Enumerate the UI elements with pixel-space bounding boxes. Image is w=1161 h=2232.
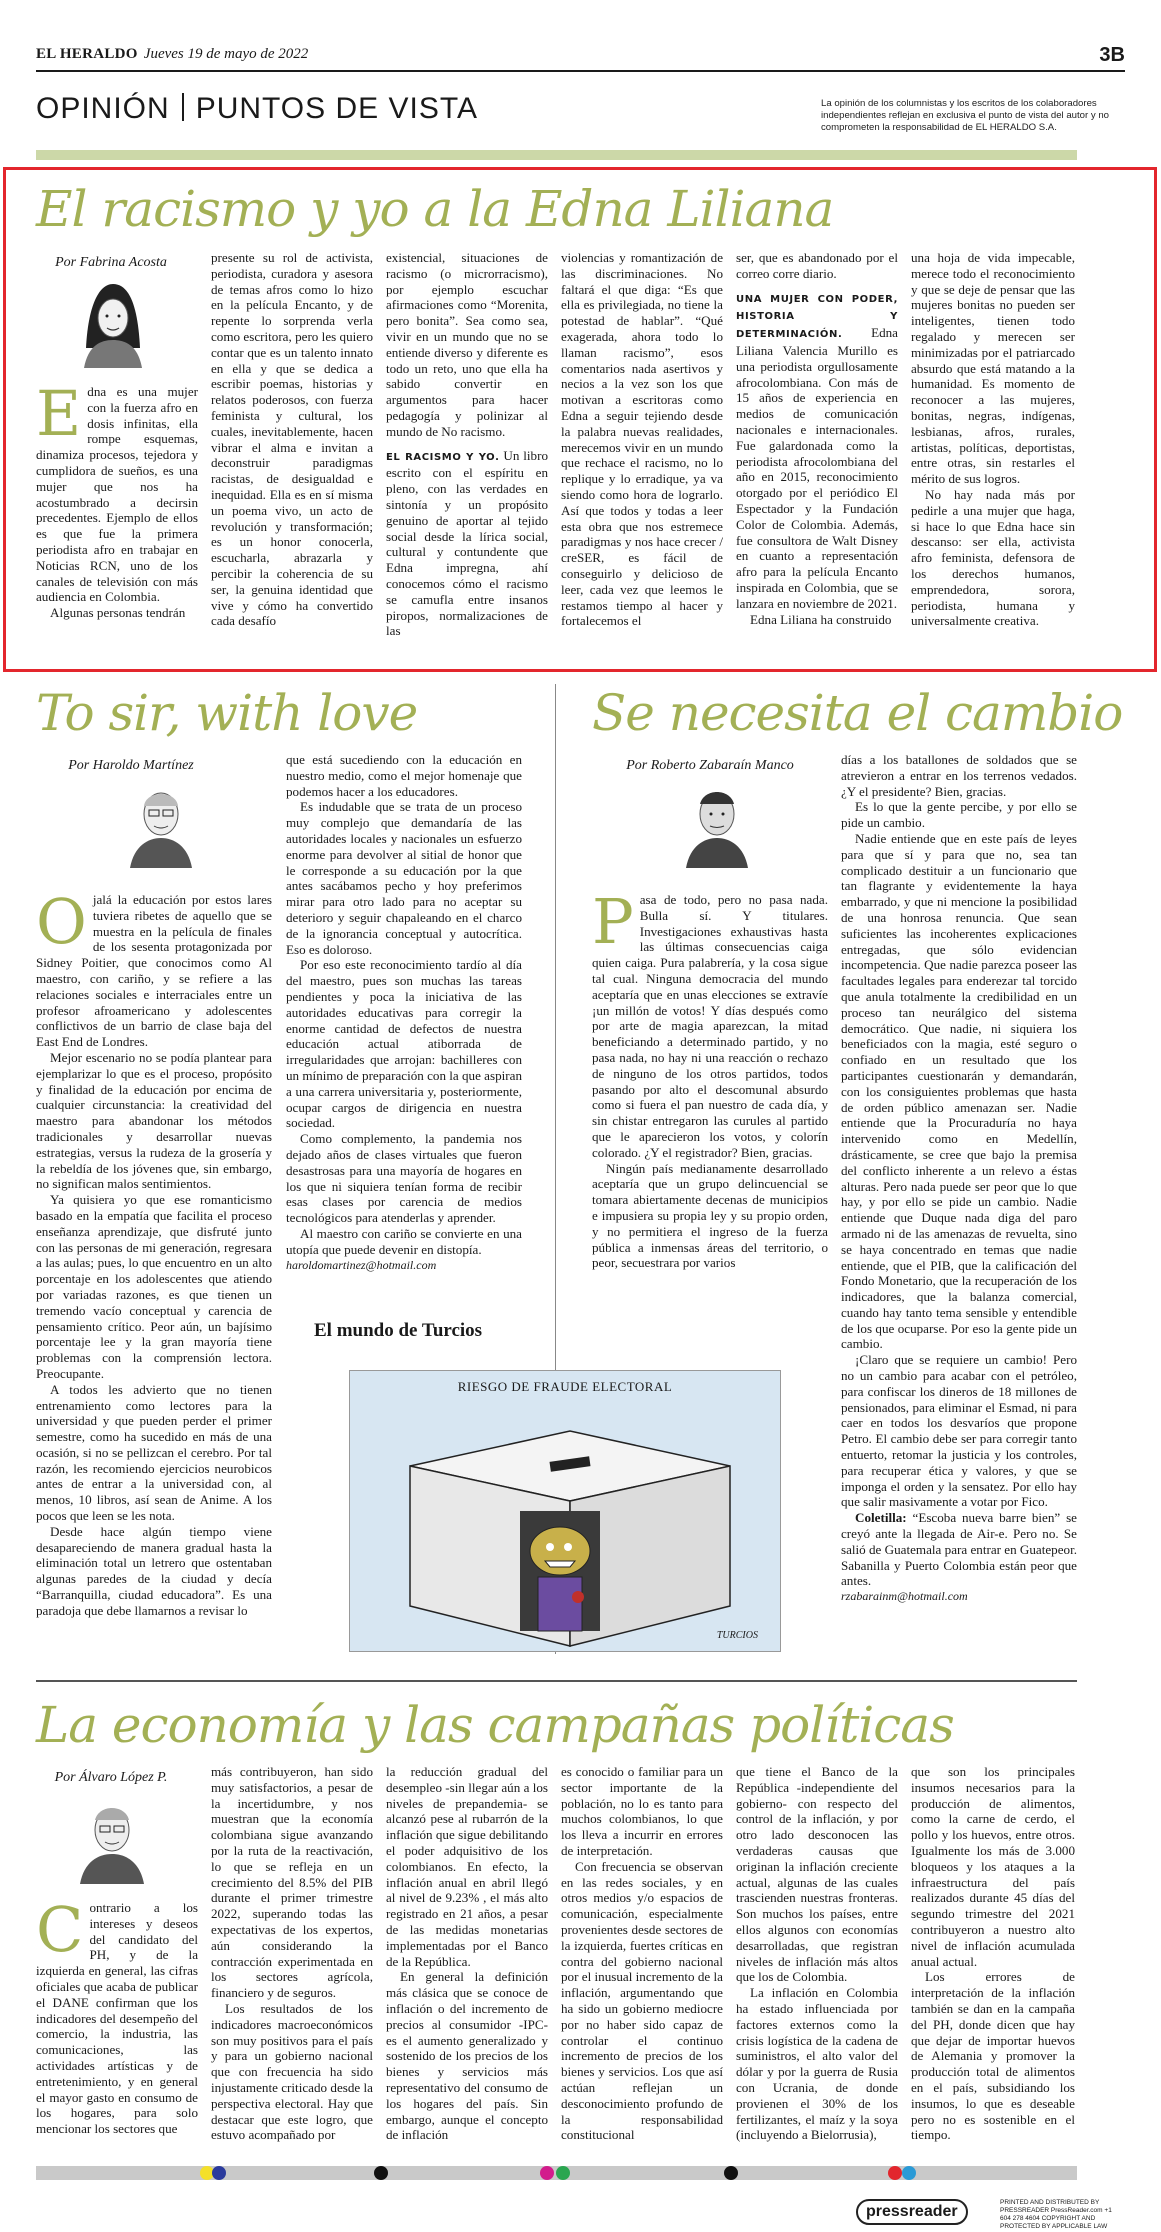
racismo-text-6: una hoja de vida impecable, merece todo el reconocimiento y que se deje de pensar que las mujeres bonitas no pueden ser inteligentes, tienen todo regalado y merecen ser minimizadas por el patriarcado absurdo que está matando a la humanidad. Es momento de reconocer a las mujeres, bonitas, negras, indígenas, lesbianas, afros, rurales, artistas, políticas, deportistas, entre otras, sin restarles el mérito de sus logros. bbox=[911, 250, 1075, 487]
economia-text-4: es conocido o familiar para un sector importante de la población, no lo es tanto para muchos colombianos, lo que los lleva a incurrir en errores de interpretación. bbox=[561, 1764, 723, 1858]
to-sir-text-1b: Mejor escenario no se podía plantear para ejemplarizar lo que es el proceso, propósito y finalidad de la educación por encima de cualquier circunstancia: la creatividad del maestro para abandonar los métodos tradicionales y desarrollar nuevas estrategias, versus la rudeza de la grosería y la rebeldía de los jóvenes que, sin embargo, no significan malos sentimientos. bbox=[36, 1049, 272, 1192]
portrait-fabrina-acosta bbox=[78, 278, 148, 368]
pressreader-logo[interactable]: pressreader bbox=[856, 2199, 968, 2225]
cambio-column-2 bbox=[841, 752, 1077, 1652]
to-sir-text-1: jalá la educación por estos lares tuviera ribetes de aquello que se muestra en la película de finales de los sesenta protagonizada por Sidney Poitier, que conocimos como Al maestro, con cariño, y se refiere a las relaciones sociales e interraciales entre un profesor afroamericano y adolescentes conflictivos de un barrio de clase baja del East End de Londres. bbox=[36, 892, 272, 1050]
to-sir-email[interactable]: haroldomartinez@hotmail.com bbox=[286, 1257, 437, 1272]
registration-dot-magenta bbox=[540, 2166, 554, 2180]
cambio-column-1 bbox=[592, 892, 828, 1312]
economia-column-3 bbox=[386, 1764, 548, 2160]
racismo-column-5 bbox=[736, 250, 898, 640]
byline-to-sir: Por Haroldo Martínez bbox=[68, 758, 194, 773]
economia-text-2b: Los resultados de los indicadores macroeconómicos son muy positivos para el país y para un gobierno nacional que con frecuencia ha sido injustamente criticado desde la perspectiva electoral. Hay que destacar que este logro, que estuvo acompañado por bbox=[211, 2000, 373, 2143]
cartoon-label: RIESGO DE FRAUDE ELECTORAL bbox=[457, 1379, 673, 1394]
racismo-subhead-2: UNA MUJER CON PODER, HISTORIA Y DETERMINACIÓN. bbox=[736, 293, 898, 341]
racismo-text-5c: Edna Liliana ha construido bbox=[750, 611, 892, 627]
racismo-text-5b: Edna Liliana Valencia Murillo es una periodista orgullosamente afrocolombiana. Con más de 15 años de experiencia en medios de comunicación nacionales e internacionales. Fue galardonada como la periodista afrocolombiana del año en 2015, reconocimiento otorgado por el periódico El Espectador y la Fundación Color de Colombia. Además, fue consultora de Walt Disney en cuanto a representación afro para la película Encanto inspirada en Colombia, que se lanzara en noviembre de 2021. bbox=[736, 325, 898, 611]
cartoon-section-title: El mundo de Turcios bbox=[314, 1320, 483, 1341]
headline-economia: La economía y las campañas políticas bbox=[36, 1696, 954, 1754]
racismo-text-3: existencial, situaciones de racismo (o microrracismo), por ejemplo escuchar afirmaciones como “Morenita, pero bonita”. Sea como sea, vivir en un mundo que no se entiende diverso y diferente es todo un reto, uno que ella ha sabido convertir en argumentos para hacer pedagogía y polinizar al mundo de No racismo. bbox=[386, 250, 548, 439]
economia-text-3: la reducción gradual del desempleo -sin llegar aún a los niveles de prepandemia- se alcanzó pese al rubarrón de la inflación que sigue debilitando el poder adquisitivo de los colombianos. En efecto, la inflación anual en abril llegó al nivel de 9.23% , el más alto registrado en 21 años, a pesar de las medidas monetarias implementadas por el Banco de la República. bbox=[386, 1764, 548, 1969]
cartoon-panel bbox=[349, 1370, 781, 1652]
racismo-text-1: dna es una mujer con la fuerza afro en dosis infinitas, ella rompe esquemas, dinamiza procesos, tejedora y cumplidora de sueños, es una mujer que nos ha acostumbrado a decirsin precedentes. Ejemplo de ellos es que fue la primera periodista afro en trabajar en Noticias RCN, uno de los canales de televisión con más audiencia en Colombia. bbox=[36, 384, 198, 605]
byline-cambio: Por Roberto Zabaraín Manco bbox=[626, 758, 794, 773]
section-title bbox=[36, 92, 478, 126]
portrait-haroldo-martinez bbox=[126, 776, 196, 868]
byline-racismo: Por Fabrina Acosta bbox=[55, 255, 167, 270]
cambio-text-2e: “Escoba nueva barre bien” se creyó ante la llegada de Air-e. Pero no. Se salió de Guatemala para entrar en Guatepeor. Sabanilla y Puerto Colombia están peor que antes. bbox=[841, 1510, 1077, 1589]
portrait-alvaro-lopez bbox=[76, 1792, 148, 1884]
racismo-column-4 bbox=[561, 250, 723, 640]
to-sir-column-2 bbox=[286, 752, 522, 1292]
registration-dot-cyan bbox=[902, 2166, 916, 2180]
economia-text-5b: La inflación en Colombia ha estado influenciada por factores externos como la crisis logística de la cadena de suministros, el alto valor del dólar y por la guerra de Rusia con Ucrania, de donde provienen el 30% de los fertilizantes, el maíz y la soya (incluyendo a Bielorrusia), bbox=[736, 1985, 898, 2143]
registration-dot-blue bbox=[212, 2166, 226, 2180]
economia-column-2 bbox=[211, 1764, 373, 2160]
dropcap-racismo: E bbox=[36, 384, 82, 450]
racismo-column-1 bbox=[36, 384, 198, 634]
economia-column-4 bbox=[561, 1764, 723, 2160]
portrait-roberto-zabarain bbox=[682, 776, 752, 868]
to-sir-text-1c: Ya quisiera yo que ese romanticismo basado en la empatía que facilita el proceso enseñanza aprendizaje, que disfruté junto con las personas de mi generación, regresara a las aulas; pues, lo que encuentro en un alto porcentaje en los adolescentes que atiendo por variadas razones, es que tienen un tremendo vacío conceptual y carencia de pensamiento crítico. Peor aún, un bajísimo porcentaje lee y la gran mayoría tiene problemas con la comprensión lectora. Preocupante. bbox=[36, 1192, 272, 1381]
racismo-text-1b: Algunas personas tendrán bbox=[50, 605, 186, 621]
dropcap-cambio: P bbox=[592, 892, 634, 958]
ballot-box-illustration bbox=[350, 1371, 781, 1652]
newspaper-name: EL HERALDO bbox=[36, 46, 138, 62]
page-number: 3B bbox=[1099, 44, 1125, 66]
to-sir-text-2b: Es indudable que se trata de un proceso muy complejo que demandaría de las autoridades locales y nacionales un esfuerzo enorme para devolver al sitial de honor que le corresponde a su educación por la que antes sacábamos pecho y hoy preferimos mirar para otro lado para no aceptar su deterioro y seguir chapaleando en el charco de la ignorancia conceptual y autocrítica. Eso es doloroso. bbox=[286, 799, 522, 957]
racismo-text-4: violencias y romantización de las discriminaciones. No faltará el que diga: “Es que ella es privilegiada, no tiene la potestad de hablar”. “Qué exagerada, ahora todo lo llaman racismo”, esos comentarios nada asertivos y necios a la vez son los que motivan a escritoras como Edna a seguir tejiendo desde la palabra nuevas realidades, merecemos vivir en un mundo que rechace el racismo, no lo replique y lo erradique, ya va siendo como hora de lograrlo. Así que todos y todas a leer esta obra que nos estremece paradigmas y nos hace crecer / creSER, es fácil de conseguirlo y delicioso de leer, cada vez que leemos le restamos tiempo al hacer y fortalecemos el bbox=[561, 250, 723, 629]
section-right: PUNTOS DE VISTA bbox=[195, 92, 478, 125]
disclaimer: La opinión de los columnistas y los escritos de los colaboradores independientes reflejan en exclusiva el punto de vista del autor y no comprometen la responsabilidad de EL HERALDO S.A. bbox=[821, 98, 1110, 133]
economia-text-3b: En general la definición más clásica que se conoce de inflación o del incremento de precios al consumidor -IPC- es el aumento generalizado y sostenido de los precios de los bienes y servicios más representativo del consumo de los hogares del país. Sin embargo, aunque el concepto de inflación bbox=[386, 1969, 548, 2143]
section-left: OPINIÓN bbox=[36, 92, 170, 125]
racismo-column-3 bbox=[386, 250, 548, 640]
cambio-text-1b: Ningún país medianamente desarrollado aceptaría que un grupo delincuencial se tomara abiertamente decenas de municipios e impusiera su propia ley y su propio orden, y no permitiera el ingreso de la fuerza pública a inmensas áreas del territorio, o peor, secuestrara por varios bbox=[592, 1160, 828, 1271]
header-rule bbox=[36, 70, 1125, 72]
economia-text-5: que tiene el Banco de la República -independiente del gobierno- con respecto del control de la inflación, y por otro lado desconocen las verdaderas causas que originan la inflación creciente actual, algunas de las cuales trascienden nuestras fronteras. Son muchos los países, entre ellos algunos con economías desarrolladas, que registran niveles de inflación más altos que los de Colombia. bbox=[736, 1764, 898, 1985]
to-sir-text-1e: Desde hace algún tiempo viene desapareciendo de manera gradual hasta la eliminación total un letrero que ostentaban algunas paredes de la ciudad y decía “Barranquilla, ciudad educadora”. Es una paradoja que debe llamarnos a revisar lo bbox=[36, 1523, 272, 1618]
racismo-column-2 bbox=[211, 250, 373, 640]
racismo-text-2: presente su rol de activista, periodista, curadora y asesora de temas afros como lo hizo en la película Encanto, y de repente lo sorprenda verla como escritora, pero les quiero contar que es un talento innato en ella y que se dedica a escribir poemas, historias y relatos poderosos, con fuerza feminista y cultural, los cuales, inevitablemente, hacen vibrar el alma e invitan a deconstruir paradigmas racistas, de desigualdad e inequidad. Ella es en sí misma un poema vivo, un acto de revolución y transformación; es un honor conocerla, escucharla, abrazarla y percibir la coherencia de su ser, la genuina identidad que vive y cómo ha convertido cada desafío bbox=[211, 250, 373, 629]
section-divider bbox=[182, 93, 184, 121]
racismo-subhead-1: EL RACISMO Y YO. bbox=[386, 451, 500, 463]
economia-text-4b: Con frecuencia se observan en las redes sociales, y en otros medios y/o espacios de comunicación, especialmente provenientes desde sectores de la izquierda, fuertes críticas en contra del gobierno nacional por el inusual incremento de la inflación, argumentando que ha sido un gobierno mediocre por no haber sido capaz de controlar el continuo incremento de precios de los bienes y servicios. Los que así actúan reflejan un desconocimiento profundo de la responsabilidad constitucional bbox=[561, 1858, 723, 2143]
economia-text-2: más contribuyeron, han sido muy satisfactorios, a pesar de la incertidumbre, y nos muestran que la economía colombiana sigue avanzando por la ruta de la reactivación, lo que se refleja en un crecimiento del 8.5% del PIB durante el primer trimestre 2022, superando todas las expectativas de los expertos, aún considerando la contracción experimentada en los sectores agrícola, financiero y de seguros. bbox=[211, 1764, 373, 2001]
registration-dot-red bbox=[888, 2166, 902, 2180]
to-sir-text-1d: A todos les advierto que no tienen entrenamiento como lectores para la universidad y que pueden perder el primer semestre, como ha sucedido en más de una ocasión, si no se pellizcan el cerebro. Por tal razón, les recomiendo ejercicios neurobicos antes de entrar a la universidad con, al menos, 10 libros, así sean de Anime. A los pocos que leen se les nota. bbox=[36, 1381, 272, 1524]
cambio-text-2c: Nadie entiende que en este país de leyes para que sí y para que no, sea tan complicado destituir a un funcionario que tan flagrante y evidentemente la haya embarrado, y que ni mencione la posibilidad de una honrosa renuncia. Que sean suficientes las incoherentes explicaciones entregadas, que sólo evidencian incompetencia. Que nadie parezca poseer las facultades legales para enderezar tal torcido que anula totalmente la credibilidad en un proceso tan neurálgico del sistema democrático. Que nadie, ni siquiera los beneficiados con la magia, esté seguro o confiado en un resultado que los participantes cuestionarán y demandarán, con los consiguientes problemas que hasta de orden público amenazan ser. Nadie entiende que la Procuraduría no haya intervenido como en Medellín, drásticamente, se cree que bajo la premisa del conflicto inherente a un relevo a éstas alturas. Pero nada puede ser peor que lo que hay, y por ello se pide un cambio. Nadie entiende que Duque nada diga del paro armado ni de las amenazas de revuelta, sino se haya concentrado en temas que nadie entiende, que el PIB, que la calificación del Fondo Monetario, que la recuperación de los indicadores, que la balanza comercial, cuando hay tanto tema sensible y entendible de los que ocuparse. Por eso la gente pide un cambio. bbox=[841, 830, 1077, 1352]
racismo-text-5: ser, que es abandonado por el correo corre diario. bbox=[736, 250, 898, 281]
racismo-text-6b: No hay nada más por pedirle a una mujer que haga, si hace lo que Edna hace sin descanso: ser ella, activista afro feminista, defensora de los derechos humanos, emprendedora, sorora, periodista, humana y universalmente creativa. bbox=[911, 486, 1075, 629]
cambio-text-2b: Es lo que la gente percibe, y por ello se pide un cambio. bbox=[841, 799, 1077, 831]
cambio-email[interactable]: rzabarainm@hotmail.com bbox=[841, 1589, 968, 1604]
economia-text-6: que son los principales insumos necesarios para la producción de alimentos, como la carne de cerdo, el pollo y los huevos, entre otros. Igualmente los más de 3.000 bloqueos y los ataques a la infraestructura del país realizados durante 45 días del segundo trimestre del 2021 contribuyeron a nuestro alto nivel de inflación acumulada anual actual. bbox=[911, 1764, 1075, 1969]
headline-racismo: El racismo y yo a la Edna Liliana bbox=[36, 180, 834, 238]
byline-economia: Por Álvaro López P. bbox=[54, 1770, 168, 1785]
headline-cambio: Se necesita el cambio bbox=[592, 684, 1123, 742]
to-sir-text-2e: Al maestro con cariño se convierte en una utopía que puede devenir en distopía. bbox=[286, 1225, 522, 1257]
coletilla-label: Coletilla: bbox=[855, 1510, 907, 1526]
dropcap-to-sir: O bbox=[36, 892, 87, 958]
economia-column-5 bbox=[736, 1764, 898, 2160]
to-sir-text-2d: Como complemento, la pandemia nos dejado años de clases virtuales que fueron desastrosas para una mayoría de hogares en los que ni siquiera tenían forma de recibir esas clases por carencia de medios tecnológicos para atenderlas y aprender. bbox=[286, 1131, 522, 1226]
economia-text-1: ontrario a los intereses y deseos del candidato del PH, y de la izquierda en general, las cifras oficiales que acaba de publicar el DANE confirman que los indicadores del desempeño del comercio, la industria, las comunicaciones, las actividades artísticas y de entretenimiento, y en general el mayor gasto en consumo de los hogares, para solo mencionar los sectores que bbox=[36, 1900, 198, 2137]
dropcap-economia: C bbox=[36, 1900, 84, 1966]
cambio-text-2d: ¡Claro que se requiere un cambio! Pero no un cambio para acabar con el petróleo, para confiscar los dineros de 18 millones de pensionados, para eliminar el Esmad, ni para caer en todos los desvaríos que propone Petro. El cambio debe ser para corregir tanto entuerto, retomar la justicia y los controles, para recuperar ética y valores, y que se imponga el orden y la sensatez. Por ello hay que salir masivamente a votar por Fico. bbox=[841, 1352, 1077, 1510]
to-sir-column-1 bbox=[36, 892, 272, 1642]
headline-to-sir: To sir, with love bbox=[36, 684, 418, 742]
racismo-column-6 bbox=[911, 250, 1075, 640]
masthead bbox=[36, 46, 308, 63]
economia-column-1 bbox=[36, 1900, 198, 2160]
registration-dot-green bbox=[556, 2166, 570, 2180]
pressreader-notice: PRINTED AND DISTRIBUTED BY PRESSREADER PressReader.com +1 604 278 4604 COPYRIGHT AND PROTECTED BY APPLICABLE LAW bbox=[1000, 2199, 1112, 2230]
economia-text-6b: Los errores de interpretación de la inflación también se dan en la campaña del PH, donde dicen que hay que dejar de importar huevos de Alemania y promover la producción total de alimentos en el país, subsidiando los insumos, lo que es deseable pero no es sostenible en el tiempo. bbox=[911, 1969, 1075, 2143]
cartoon-signature: TURCIOS bbox=[716, 1630, 758, 1641]
economia-column-6 bbox=[911, 1764, 1075, 2160]
green-bar-top bbox=[36, 150, 1077, 160]
to-sir-text-2: que está sucediendo con la educación en nuestro medio, como el mejor homenaje que podemos hacer a los educadores. bbox=[286, 752, 522, 799]
cambio-text-2: días a los batallones de soldados que se atrevieron a entrar en los terrenos vedados. ¿Y el presidente? Bien, gracias. bbox=[841, 752, 1077, 799]
issue-date: Jueves 19 de mayo de 2022 bbox=[143, 46, 309, 62]
racismo-text-3b: Un libro escrito con el espíritu en pleno, con las verdades en sintonía y un propósito genuino de aportar al tejido social desde la lírica social, cultural y contundente que Edna impregna, ahí conocemos cómo el racismo se camufla entre insanos piropos, normalizaciones de las bbox=[386, 447, 548, 639]
cambio-text-1: asa de todo, pero no pasa nada. Bulla sí. Y titulares. Investigaciones exhaustivas hasta las últimas consecuencias caiga quien caiga. Pura palabrería, y la cosa sigue tal cual. Ninguna democracia del mundo aceptaría que en unas elecciones se extravíe ¡un millón de votos! Y días después como por arte de magia aparezcan, la mitad beneficiando a determinado partido, y no pasa nada, no hay ni una reacción o rechazo de ninguno de los otros partidos, todos pasando por alto el descomunal absurdo como si fuera el pan nuestro de cada día, y sin chistar entregaron las curules al partido que le aparecieron los votos, y colorín colorado. ¿Y el registrador? Bien, gracias. bbox=[592, 892, 828, 1160]
to-sir-text-2c: Por eso este reconocimiento tardío al día del maestro, pues son muchas las tareas pendientes y poca la iniciativa de las autoridades educativas para corregir la enorme cantidad de defectos de nuestra educación actual atiborrada de irregularidades que arrojan: bachilleres con un mínimo de preparación con la que aspiran a una carrera universitaria y, posteriormente, ocupar cargos de dirigencia en nuestra sociedad. bbox=[286, 957, 522, 1131]
registration-dot-black bbox=[374, 2166, 388, 2180]
registration-dot-black-2 bbox=[724, 2166, 738, 2180]
section-rule bbox=[36, 1680, 1077, 1682]
